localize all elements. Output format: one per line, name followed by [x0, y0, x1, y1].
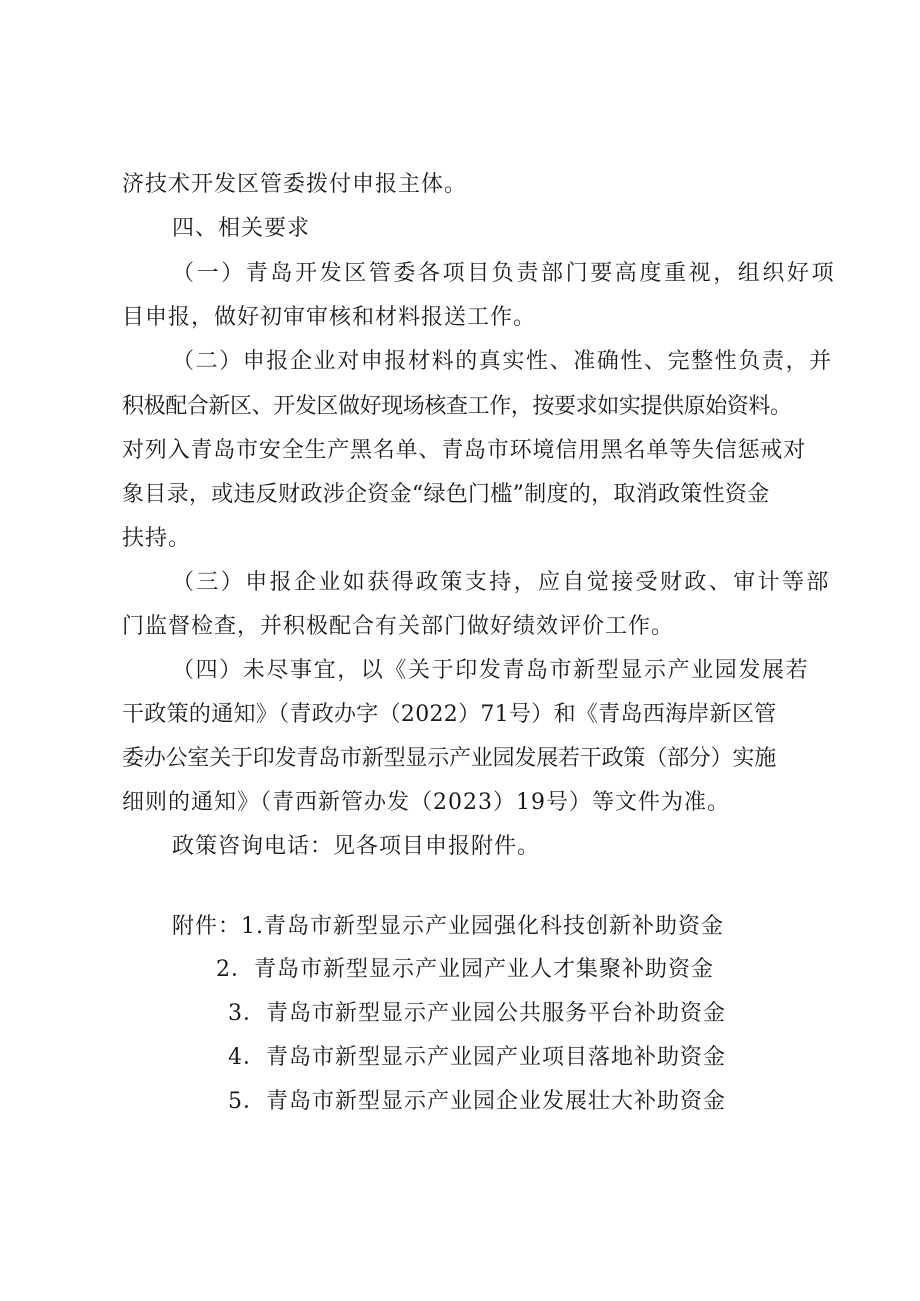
attachment-item: 附件：1.青岛市新型显示产业园强化科技创新补助资金: [172, 914, 724, 939]
text-line: 积极配合新区、开发区做好现场核查工作，按要求如实提供原始资料。: [122, 394, 792, 419]
attachment-item: 2．青岛市新型显示产业园产业人才集聚补助资金: [216, 957, 714, 982]
text-line: 委办公室关于印发青岛市新型显示产业园发展若干政策（部分）实施: [122, 746, 777, 771]
text-line: 对列入青岛市安全生产黑名单、青岛市环境信用黑名单等失信惩戒对: [122, 438, 807, 463]
text-line: 扶持。: [122, 526, 192, 551]
text-line: 目申报，做好初审审核和材料报送工作。: [122, 305, 537, 330]
text-line: （一）青岛开发区管委各项目负责部门要高度重视，组织好项: [172, 261, 837, 286]
text-line: （二）申报企业对申报材料的真实性、准确性、完整性负责，并: [172, 349, 833, 374]
text-line: 象目录，或违反财政涉企资金“绿色门槛”制度的，取消政策性资金: [122, 482, 770, 507]
attachment-item: 5．青岛市新型显示产业园企业发展壮大补助资金: [228, 1089, 726, 1114]
text-line: （四）未尽事宜，以《关于印发青岛市新型显示产业园发展若: [172, 658, 810, 683]
text-line: 门监督检查，并积极配合有关部门做好绩效评价工作。: [122, 614, 675, 639]
attachment-item: 4．青岛市新型显示产业园产业项目落地补助资金: [228, 1045, 726, 1070]
text-line: 细则的通知》（青西新管办发（2023）19号）等文件为准。: [122, 790, 730, 815]
text-line: （三）申报企业如获得政策支持，应自觉接受财政、审计等部: [172, 570, 831, 595]
text-line: 济技术开发区管委拨付申报主体。: [122, 172, 468, 197]
text-line: 干政策的通知》（青政办字（2022）71号）和《青岛西海岸新区管: [122, 702, 777, 727]
text-line: 政策咨询电话：见各项目申报附件。: [172, 834, 541, 859]
section-heading: 四、相关要求: [172, 216, 311, 241]
attachment-item: 3．青岛市新型显示产业园公共服务平台补助资金: [228, 1001, 726, 1026]
